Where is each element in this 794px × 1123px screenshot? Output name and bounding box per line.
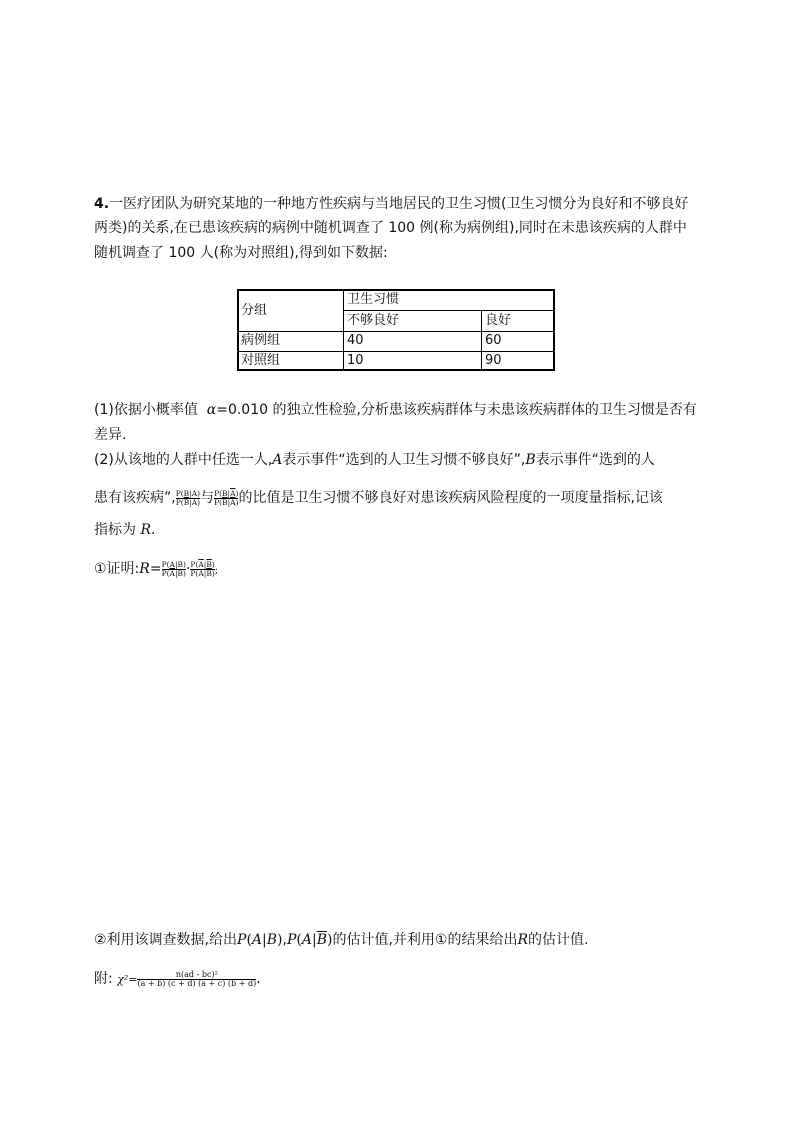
part2-line-2: 患有该疾病”, $\frac{P(B|A)}{P(\overline{B}|A)}$ 与 $\frac{P(B|\overline{A})}{P(\overline{B}|\overline{A})}$ 的比值是卫生习惯不够良好对患该疾病风险程度的一项度量指标,记该 — [94, 488, 663, 508]
table-cell: 60 — [485, 333, 502, 348]
table-header-good: 良好 — [485, 313, 512, 328]
table-cell: 40 — [347, 333, 364, 348]
appendix-line: 附: χ²= $\frac{\text{n(ad - bc)²}}{(a + b) (c + d) (a + c) (b + d)}$ . — [94, 969, 261, 989]
table-header-habit: 卫生习惯 — [347, 292, 400, 307]
proof-fraction-1: $\frac{P(A|B)}{P(\overline{A}|B)}$ — [161, 559, 186, 579]
part1-line-1: (1)依据小概率值 α=0.010 的独立性检验,分析患该疾病群体与未患该疾病群体的卫生习惯是否有 — [94, 402, 697, 418]
chi-square-fraction: $\frac{\text{n(ad - bc)²}}{(a + b) (c + d) (a + c) (b + d)}$ — [137, 969, 257, 989]
table-header-group: 分组 — [241, 303, 268, 318]
problem-line-1 — [94, 192, 689, 217]
table-header-not-good: 不够良好 — [347, 313, 400, 328]
alpha-symbol: α — [206, 402, 217, 418]
part2-line-1: (2)从该地的人群中任选一人,A表示事件“选到的人卫生习惯不够良好”,B表示事件“选到的人 — [94, 452, 655, 468]
ratio-fraction-2: $\frac{P(B|\overline{A})}{P(\overline{B}|\overline{A})}$ — [214, 488, 239, 508]
problem-number: 4. — [94, 196, 110, 212]
estimate-line: ②利用该调查数据,给出$P(A|B),P(A|\overline{B})$的估计值,并利用①的结果给出R的估计值. — [94, 932, 589, 948]
ratio-fraction-1: $\frac{P(B|A)}{P(\overline{B}|A)}$ — [175, 488, 201, 508]
proof-fraction-2: $\frac{P(\overline{A}|\overline{B})}{P(A|\overline{B})}$ — [190, 559, 215, 579]
proof-line: ①证明:R= $\frac{P(A|B)}{P(\overline{A}|B)}$ · $\frac{P(\overline{A}|\overline{B})}{P(A|\overline{B})}$ ; — [94, 559, 219, 579]
problem-text-1: 一医疗团队为研究某地的一种地方性疾病与当地居民的卫生习惯(卫生习惯分为良好和不够良好 — [109, 196, 689, 212]
data-table — [237, 289, 555, 371]
table-cell: 10 — [347, 353, 364, 368]
table-row-label: 对照组 — [241, 353, 281, 368]
problem-line-3: 随机调查了 100 人(称为对照组),得到如下数据: — [94, 245, 388, 261]
table-cell: 90 — [485, 353, 502, 368]
part1-line-2: 差异. — [94, 427, 127, 443]
problem-line-2: 两类)的关系,在已患该疾病的病例中随机调查了 100 例(称为病例组),同时在未患该疾病的人群中 — [94, 220, 687, 236]
table-row-label: 病例组 — [241, 333, 281, 348]
part2-line-3: 指标为 R. — [94, 522, 156, 538]
